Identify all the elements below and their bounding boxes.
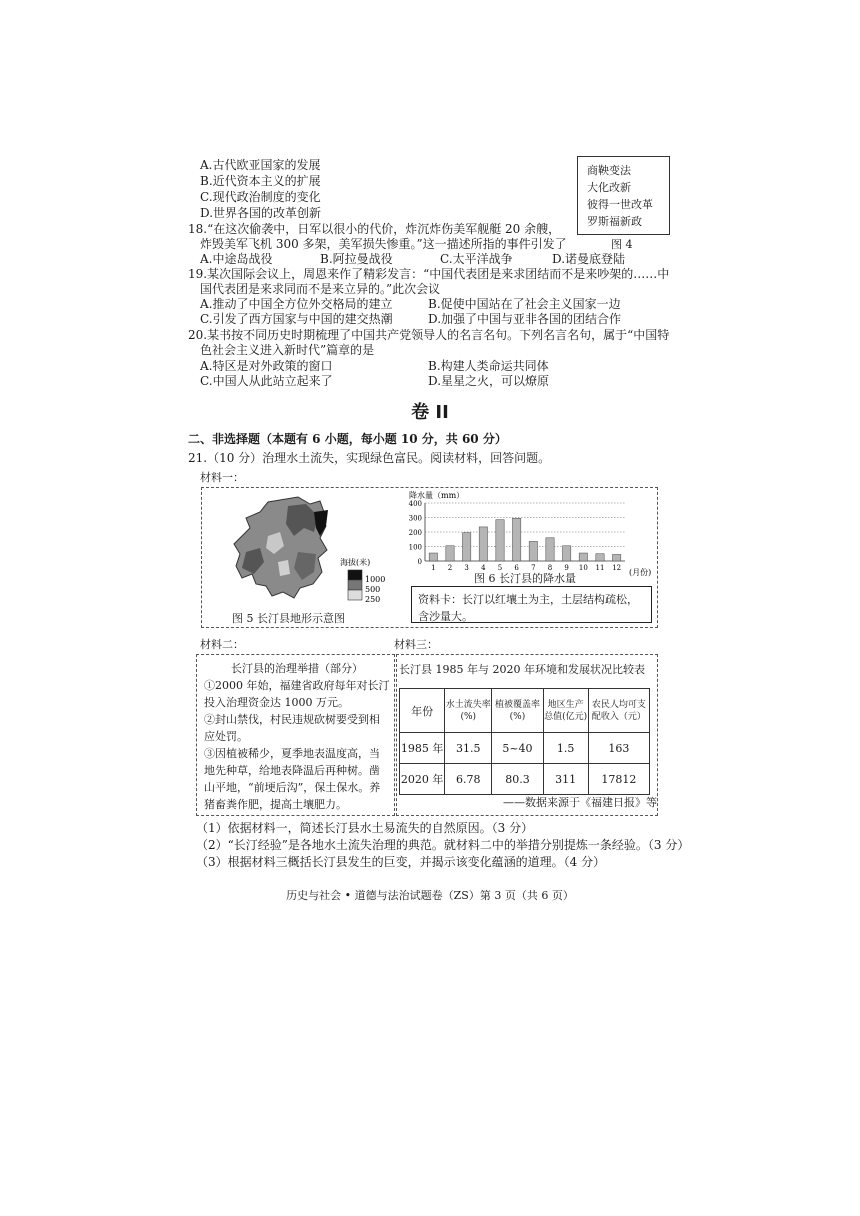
legend-value: 500 bbox=[365, 585, 381, 594]
q20-option-d: D.星星之火，可以燎原 bbox=[428, 374, 550, 388]
header-cell: 年份 bbox=[400, 689, 445, 733]
sub-question-3: （3）根据材料三概括长汀县发生的巨变，并揭示该变化蕴涵的道理。（4 分） bbox=[196, 855, 606, 869]
lowland-region bbox=[278, 560, 290, 576]
q19-stem-2: 国代表团是来求同而不是来立异的。”此次会议 bbox=[200, 282, 441, 296]
x-tick-label: 12 bbox=[612, 564, 622, 572]
q17-option-b: B.近代资本主义的扩展 bbox=[200, 174, 321, 188]
q21-intro: 21.（10 分）治理水土流失，实现绿色富民。阅读材料，回答问题。 bbox=[188, 451, 551, 465]
legend-swatch-high bbox=[348, 570, 362, 580]
sub-question-1: （1）依据材料一，简述长汀县水土易流失的自然原因。（3 分） bbox=[196, 821, 534, 835]
volume-title: 卷 II bbox=[411, 402, 449, 423]
q18-stem-1: 18.“在这次偷袭中，日军以很小的代价，炸沉炸伤美军舰艇 20 余艘， bbox=[188, 222, 561, 236]
q18-option-d: D.诺曼底登陆 bbox=[552, 252, 626, 266]
x-tick-label: 1 bbox=[431, 564, 436, 572]
x-tick-label: 7 bbox=[531, 564, 536, 572]
q18-option-c: C.太平洋战争 bbox=[440, 252, 513, 266]
material3-title: 长汀县 1985 年与 2020 年环境和发展状况比较表 bbox=[399, 663, 645, 676]
table-cell: 1.5 bbox=[543, 733, 588, 764]
bar-month-5 bbox=[496, 520, 504, 561]
page-footer: 历史与社会 • 道德与法治试题卷（ZS）第 3 页（共 6 页） bbox=[286, 889, 574, 902]
q19-option-b: B.促使中国站在了社会主义国家一边 bbox=[428, 297, 621, 311]
material2-item: ①2000 年始，福建省政府每年对长汀投入治理资金达 1000 万元。 bbox=[204, 679, 390, 709]
material3-label: 材料三： bbox=[394, 638, 438, 651]
fig5-caption: 图 5 长汀县地形示意图 bbox=[232, 612, 345, 625]
sub-question-2: （2）“长汀经验”是各地水土流失治理的典范。就材料二中的举措分别提炼一条经验。（3 分） bbox=[196, 838, 690, 852]
q20-option-a: A.特区是对外政策的窗口 bbox=[200, 359, 333, 373]
bar-month-11 bbox=[596, 554, 604, 561]
fig4-item: 彼得一世改革 bbox=[587, 198, 653, 211]
q20-stem-2: 色社会主义进入新时代”篇章的是 bbox=[200, 343, 375, 357]
fig4-item: 商鞅变法 bbox=[587, 164, 631, 177]
y-tick-label: 300 bbox=[408, 514, 422, 523]
table-cell: 17812 bbox=[588, 764, 649, 795]
table-cell: 31.5 bbox=[445, 733, 492, 764]
y-tick-label: 0 bbox=[417, 558, 422, 566]
header-cell: 农民人均可支配收入（元） bbox=[588, 689, 649, 733]
table-source: ——数据来源于《福建日报》等 bbox=[503, 796, 657, 809]
table-cell: 5~40 bbox=[492, 733, 543, 764]
bar-month-3 bbox=[463, 533, 471, 561]
bar-month-6 bbox=[513, 518, 521, 561]
bar-month-8 bbox=[546, 538, 554, 561]
legend-value: 250 bbox=[365, 595, 381, 604]
q20-stem-1: 20.某书按不同历史时期梳理了中国共产党领导人的名言名句。下列名言名句，属于“中国特 bbox=[188, 328, 670, 342]
q17-option-d: D.世界各国的改革创新 bbox=[200, 206, 322, 220]
header-cell: 植被覆盖率(%) bbox=[492, 689, 543, 733]
material1-label: 材料一： bbox=[200, 471, 244, 484]
info-card: 资料卡：长汀以红壤土为主，土层结构疏松，含沙量大。 bbox=[411, 586, 652, 623]
table-row bbox=[400, 733, 650, 764]
y-tick-label: 100 bbox=[408, 543, 422, 552]
q18-option-a: A.中途岛战役 bbox=[200, 252, 273, 266]
legend-swatch-mid bbox=[348, 580, 362, 590]
x-tick-label: 11 bbox=[595, 564, 605, 572]
x-tick-label: 10 bbox=[578, 564, 588, 572]
table-cell: 2020 年 bbox=[400, 764, 445, 795]
bar-month-1 bbox=[429, 553, 437, 561]
bar-month-4 bbox=[479, 527, 487, 561]
x-tick-label: 4 bbox=[481, 564, 486, 572]
chart-ylabel: 降水量（mm） bbox=[409, 491, 465, 500]
q19-option-a: A.推动了中国全方位外交格局的建立 bbox=[200, 297, 393, 311]
x-tick-label: 9 bbox=[564, 564, 569, 572]
legend-value: 1000 bbox=[365, 575, 386, 584]
comparison-table bbox=[399, 688, 650, 795]
table-cell: 80.3 bbox=[492, 764, 543, 795]
x-tick-label: 8 bbox=[547, 564, 553, 572]
q20-option-b: B.构建人类命运共同体 bbox=[428, 359, 549, 373]
material2-label: 材料二： bbox=[200, 638, 244, 651]
header-cell: 水土流失率(%) bbox=[445, 689, 492, 733]
section-heading: 二、非选择题（本题有 6 小题，每小题 10 分，共 60 分） bbox=[188, 432, 507, 446]
x-tick-label: 2 bbox=[447, 564, 453, 572]
x-tick-label: 3 bbox=[464, 564, 469, 572]
table-cell: 1985 年 bbox=[400, 733, 445, 764]
y-tick-label: 200 bbox=[408, 529, 422, 537]
chart-xlabel: (月份) bbox=[629, 568, 652, 577]
q17-option-a: A.古代欧亚国家的发展 bbox=[200, 158, 321, 172]
chart-title: 图 6 长汀县的降水量 bbox=[474, 572, 576, 585]
material2-item: ②封山禁伐，村民违规砍树要受到相应处罚。 bbox=[204, 713, 380, 743]
header-cell: 地区生产总值(亿元) bbox=[543, 689, 588, 733]
q19-stem-1: 19.某次国际会议上，周恩来作了精彩发言：“中国代表团是来求团结而不是来吵架的……中 bbox=[188, 267, 670, 281]
q17-option-c: C.现代政治制度的变化 bbox=[200, 190, 321, 204]
table-cell: 311 bbox=[543, 764, 588, 795]
bar-month-12 bbox=[613, 554, 621, 561]
q19-option-d: D.加强了中国与亚非各国的团结合作 bbox=[428, 312, 622, 326]
material2-title: 长汀县的治理举措（部分） bbox=[231, 662, 363, 675]
table-cell: 163 bbox=[588, 733, 649, 764]
material2-item: ③因植被稀少，夏季地表温度高，当地先种草，给地表降温后再种树。凿山平地，“前埂后沟”，保土保水。养猪畜粪作肥，提高土壤肥力。 bbox=[204, 747, 381, 811]
legend-title: 海拔(米) bbox=[340, 558, 371, 567]
fig4-item: 大化改新 bbox=[587, 181, 631, 194]
y-tick-label: 400 bbox=[408, 500, 422, 508]
table-cell: 6.78 bbox=[445, 764, 492, 795]
table-row bbox=[400, 764, 650, 795]
bar-month-10 bbox=[579, 553, 587, 561]
bar-month-2 bbox=[446, 546, 454, 561]
map-figure-5 bbox=[228, 492, 398, 610]
fig4-caption: 图 4 bbox=[611, 238, 633, 251]
q20-option-c: C.中国人从此站立起来了 bbox=[200, 374, 333, 388]
bar-month-9 bbox=[563, 546, 571, 561]
q18-option-b: B.阿拉曼战役 bbox=[320, 252, 393, 266]
x-tick-label: 5 bbox=[497, 564, 503, 572]
table-header-row bbox=[400, 689, 650, 733]
q18-stem-2: 炸毁美军飞机 300 多架，美军损失惨重。”这一描述所指的事件引发了 bbox=[200, 237, 567, 251]
bar-month-7 bbox=[529, 541, 537, 561]
legend-swatch-low bbox=[348, 590, 362, 600]
figure-4-box bbox=[577, 156, 670, 235]
q19-option-c: C.引发了西方国家与中国的建交热潮 bbox=[200, 312, 393, 326]
x-tick-label: 6 bbox=[514, 564, 519, 572]
fig4-item: 罗斯福新政 bbox=[587, 215, 642, 228]
